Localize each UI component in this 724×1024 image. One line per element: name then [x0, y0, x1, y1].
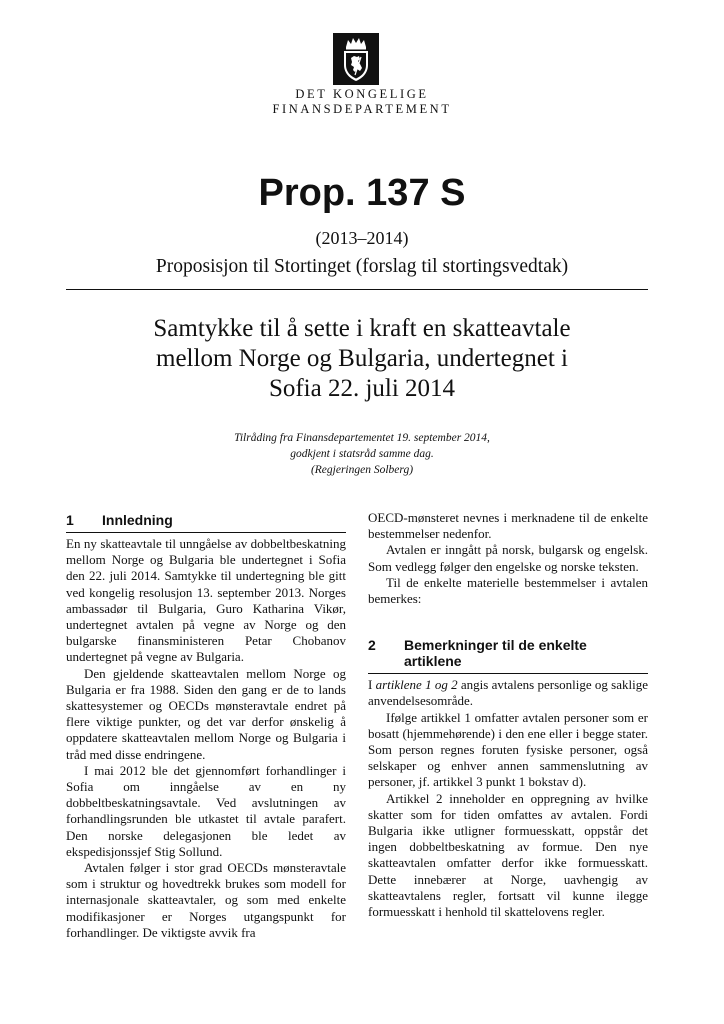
- paragraph: En ny skatteavtale til unngåelse av dobbeltbeskatning mellom Norge og Bulgaria ble undertegnet i Sofia den 22. juli 2014. Samtykke til undertegning ble gitt ved kongelig resolusjon 13. september 2013. Norges ambassadør til Bulgaria, Guro Katharina Vikør, undertegnet avtalen på vegne av Norge og den bulgarske finansministeren Petar Chobanov undertegnet på vegne av Bulgaria.: [66, 536, 346, 665]
- approval-line-3: (Regjeringen Solberg): [310, 464, 414, 476]
- proposition-subtitle: Proposisjon til Stortinget (forslag til stortingsvedtak): [155, 256, 569, 277]
- paragraph: Den gjeldende skatteavtalen mellom Norge og Bulgaria er fra 1988. Siden den gang er de to lands skattesystemer og OECDs mønsteravtale endret på flere viktige punkter, og det var derfor ønskelig å oppdatere skatteavtalen mellom Norge og Bulgaria i tråd med disse endringene.: [66, 665, 346, 762]
- section-1-heading: [66, 512, 346, 528]
- title-line-1: Samtykke til å sette i kraft en skatteavtale: [153, 315, 571, 342]
- section-1-title: Innledning: [102, 512, 173, 528]
- section-2-heading: [368, 637, 648, 669]
- left-column: [66, 512, 346, 941]
- text-run: I: [368, 677, 376, 693]
- prop-number: Prop. 137 S: [258, 172, 466, 214]
- title-line-3: Sofia 22. juli 2014: [268, 375, 456, 402]
- approval-line-2: godkjent i statsråd samme dag.: [290, 448, 434, 460]
- title-line-2: mellom Norge og Bulgaria, undertegnet i: [156, 345, 568, 372]
- paragraph: Avtalen følger i stor grad OECDs mønsteravtale som i struktur og hovedtrekk brukes som modell for internasjonale skatteavtaler, og som med enkelte modifikasjoner er Norges utgangspunkt for forhandlinger. De viktigste avvik fra: [66, 860, 346, 940]
- approval-line-1: Tilråding fra Finansdepartementet 19. september 2014,: [234, 432, 490, 444]
- article-reference: artiklene 1 og 2: [375, 677, 458, 693]
- ministry-line-1: DET KONGELIGE: [295, 87, 429, 101]
- section-2-title: Bemerkninger til de enkelte artiklene: [404, 637, 587, 670]
- section-2-rule: [368, 673, 648, 674]
- right-column: [368, 510, 648, 920]
- paragraph: Ifølge artikkel 1 omfatter avtalen personer som er bosatt (hjemmehørende) i den ene eller i begge stater. Som person regnes foruten fysiske personer, også selskaper og enhver annen sammenslutning av personer, jf. artikkel 3 punkt 1 bokstav d).: [368, 709, 648, 790]
- section-2-number: 2: [368, 637, 376, 654]
- approval-note: [0, 430, 724, 478]
- paragraph: Avtalen er inngått på norsk, bulgarsk og engelsk. Som vedlegg følger den engelske og norske teksten.: [368, 542, 648, 574]
- section-1-rule: [66, 532, 346, 533]
- ministry-line-2: FINANSDEPARTEMENT: [272, 102, 452, 116]
- title-divider: [66, 289, 648, 290]
- coat-of-arms-icon: [333, 33, 379, 85]
- ministry-name: [200, 87, 524, 117]
- paragraph: OECD-mønsteret nevnes i merknadene til de enkelte bestemmelser nedenfor.: [368, 510, 648, 542]
- paragraph: I mai 2012 ble det gjennomført forhandlinger i Sofia om inngåelse av en ny dobbeltbeskatningsavtale. Ved avslutningen av forhandlingsrunden ble utkastet til avtale parafert. Den norske delegasjonen ble ledet av ekspedisjonssjef Stig Sollund.: [66, 762, 346, 859]
- paragraph: [368, 677, 648, 709]
- session-years: (2013–2014): [315, 228, 409, 248]
- document-title: [96, 314, 628, 404]
- text-run: angis avtalens personlige og saklige anvendelsesområde.: [368, 677, 648, 709]
- section-1-number: 1: [66, 512, 74, 528]
- paragraph: Artikkel 2 inneholder en oppregning av hvilke skatter som for tiden omfattes av avtalen. Fordi Bulgaria ikke utligner formuesskatt, oppstår det ingen dobbeltbeskatning av formue. Den nye skatteavtalen omfatter derfor ikke formuesskatt. Dette innebærer at Norge, uavhengig av skatteavtalens regler, fortsatt vil kunne ilegge formuesskatt i henhold til skattelovens regler.: [368, 790, 648, 920]
- paragraph: Til de enkelte materielle bestemmelser i avtalen bemerkes:: [368, 574, 648, 607]
